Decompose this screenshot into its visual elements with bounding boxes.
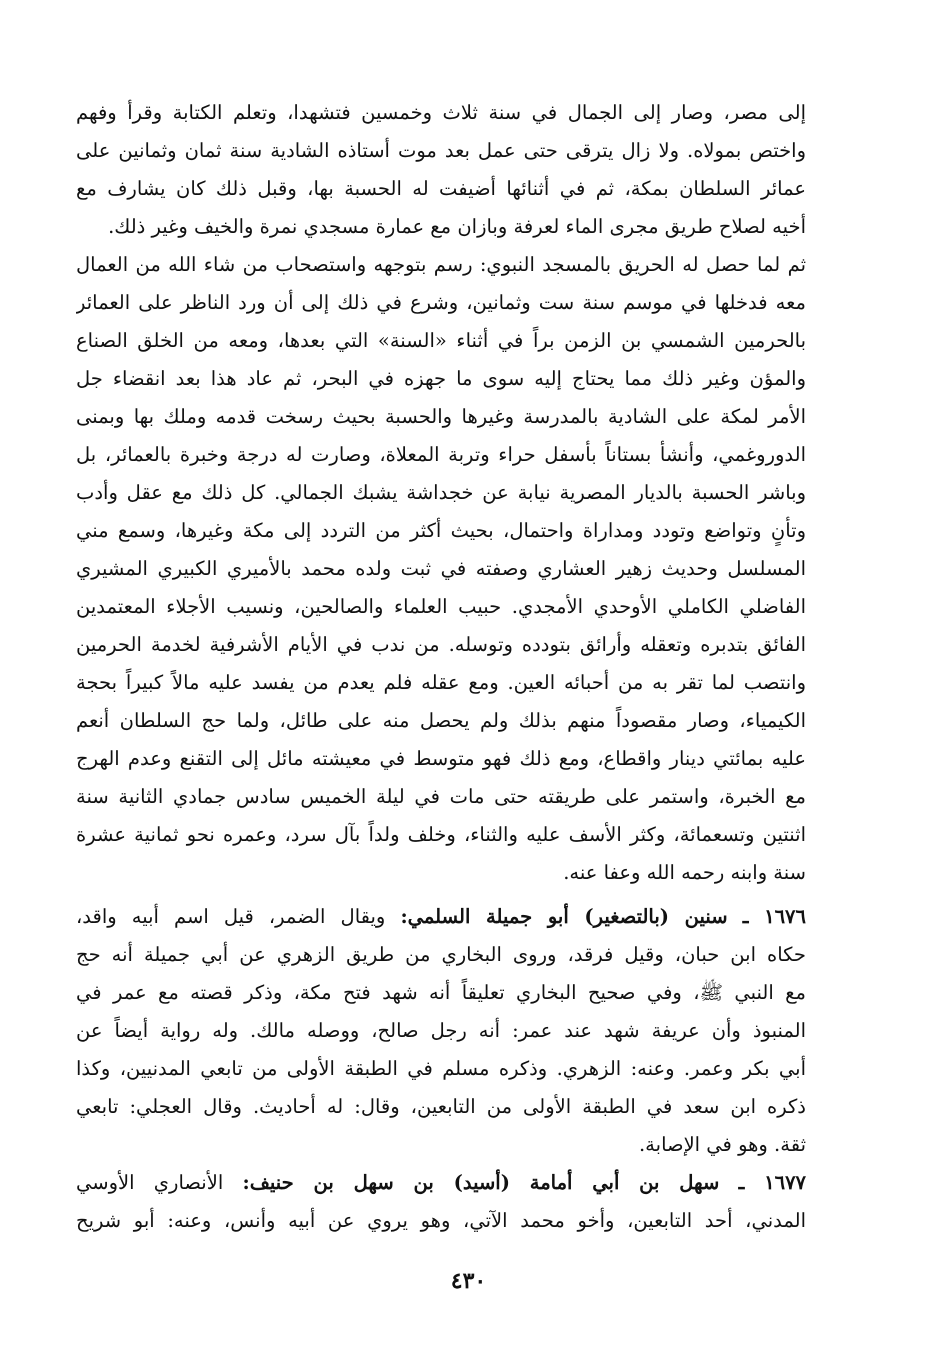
text-line: الدوروغمي، وأنشأ بستاناً بأسفل حراء وتربة المعلاة، وصارت له درجة وخبرة بالعمائر، بل: [76, 443, 806, 466]
text-line: سنة وابنه رحمه الله وعفا عنه.: [563, 861, 806, 884]
text-line: عمائر السلطان بمكة، ثم في أثنائها أضيفت له الحسبة بها، وقبل ذلك كان يشارف مع: [76, 177, 806, 200]
entry-text: الأنصاري الأوسي: [76, 1171, 224, 1194]
text-line: معه فدخلها في موسم سنة ست وثمانين، وشرع في ذلك إلى أن ورد الناظر على العمائر: [76, 291, 806, 314]
entry-number: ١٦٧٦ ـ: [742, 905, 806, 928]
text-line: أخيه لصلاح طريق مجرى الماء لعرفة وبازان مع عمارة مسجدي نمرة والخيف وغير ذلك.: [108, 215, 806, 238]
entry-number: ١٦٧٧ ـ: [738, 1171, 806, 1194]
text-line: اثنتين وتسعمائة، وكثر الأسف عليه والثناء، وخلف ولداً بآل سرد، وعمره نحو ثمانية عشرة: [76, 823, 806, 846]
text-line: إلى مصر، وصار إلى الجمال في سنة ثلاث وخمسين فتشهدا، وتعلم الكتابة وقرأ وفهم: [76, 101, 806, 124]
text-line: الأمر لمكة على الشادية بالمدرسة وغيرها والحسبة بحيث رسخت قدمه وملك بها وبمنى: [76, 405, 806, 428]
text-line: واختص بمولاه. ولا زال يترقى حتى عمل بعد موت أستاذه الشادية سنة ثمان وثمانين على: [76, 139, 806, 162]
text-line: الفائق بتدبره وتعقله وأرائق بتودده وتوسله. من ندب في الأيام الأشرفية لخدمة الحرمين: [76, 633, 806, 656]
text-line: المدني، أحد التابعين، وأخو محمد الآتي، وهو يروي عن أبيه وأنس، وعنه: أبو شريح: [76, 1209, 806, 1232]
text-line: المسلسل وحديث زهير العشاري وصفته في ثبت ولده محمد بالأميري الكبيري المشيري: [76, 557, 806, 580]
text-line: ثقة. وهو في الإصابة.: [638, 1133, 806, 1156]
entry-first-line: [76, 1164, 806, 1202]
text-line: وانتصب لما تقر به من أحبائه العين. ومع عقله فلم يعدم من يفسد عليه مالاً كبيراً بحجة: [76, 671, 806, 694]
entry-1676: [76, 898, 806, 1164]
text-line: ذكره ابن سعد في الطبقة الأولى من التابعين، وقال: له أحاديث. وقال العجلي: تابعي: [76, 1095, 806, 1118]
text-line: وتأنٍ وتواضع وتودد ومداراة واحتمال، بحيث أكثر من التردد إلى مكة وغيرها، وسمع مني: [76, 519, 806, 542]
entry-first-line: [76, 898, 806, 936]
text-line: الكيمياء، وصار مقصوداً منهم بذلك ولم يحصل منه على طائل، ولما حج السلطان أنعم: [76, 709, 806, 732]
text-line: مع الخبرة، واستمر على طريقته حتى مات في ليلة الخميس سادس جمادي الثانية سنة: [76, 785, 806, 808]
text-line: ثم لما حصل له الحريق بالمسجد النبوي: رسم بتوجهه واستصحاب من شاء الله من العمال: [76, 253, 806, 276]
entry-1677: [76, 1164, 806, 1240]
text-line: والمؤن وغير ذلك مما يحتاج إليه سوى ما جهزه في البحر، ثم عاد هذا بعد انقضاء جل: [76, 367, 806, 390]
text-line: المنبوذ وأن عريفة شهد عند عمر: أنه رجل صالح، ووصله مالك. وله رواية أيضاً عن: [76, 1019, 806, 1042]
entry-heading: سهل بن أبي أمامة (أسيد) بن سهل بن حنيف:: [242, 1171, 720, 1194]
text-line: وباشر الحسبة بالديار المصرية نيابة عن خجداشة يشبك الجمالي. كل ذلك مع عقل وأدب: [76, 481, 806, 504]
entry-heading: سنين (بالتصغير) أبو جميلة السلمي:: [400, 905, 728, 928]
text-line: مع النبي ﷺ، وفي صحيح البخاري تعليقاً أنه شهد فتح مكة، وذكر قصته مع عمر في: [76, 981, 806, 1004]
page-number: ٤٣٠: [450, 1268, 487, 1294]
entry-text: ويقال الضمر، قيل اسم أبيه واقد،: [76, 905, 386, 928]
text-line: حكاه ابن حبان، وقيل فرقد، وروى البخاري من طريق الزهري عن أبي جميلة أنه حج: [76, 943, 806, 966]
text-line: الفاضلي الكاملي الأوحدي الأمجدي. حبيب العلماء والصالحين، ونسيب الأجلاء المعتمدين: [76, 595, 806, 618]
text-line: عليه بمائتي دينار واقطاع، ومع ذلك فهو متوسط في معيشته مائل إلى التقنع وعدم الهرج: [76, 747, 806, 770]
text-line: أبي بكر وعمر. وعنه: الزهري. وذكره مسلم في الطبقة الأولى من تابعي المدنيين، وكذا: [76, 1057, 806, 1080]
text-line: بالحرمين الشمسي بن الزمن براً في أثناء «السنة» التي بعدها، ومعه من الخلق الصناع: [76, 329, 806, 352]
biography-continuation: [76, 94, 806, 892]
